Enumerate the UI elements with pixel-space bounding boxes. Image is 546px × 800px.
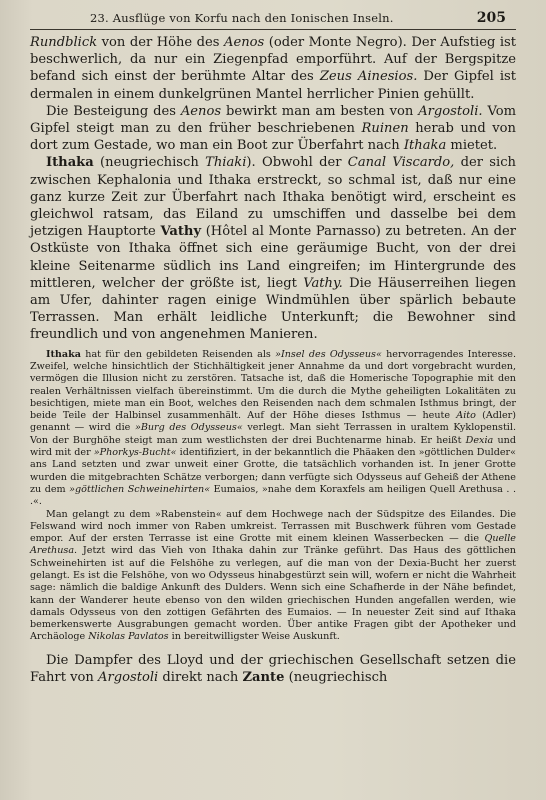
italic-text: »göttlichen Schweinehirten« bbox=[69, 483, 211, 495]
paragraph-insel-des-odysseus bbox=[30, 349, 516, 509]
italic-text: Dexia bbox=[465, 434, 494, 446]
text-run: von der Höhe des bbox=[97, 35, 225, 50]
italic-text: »Burg des Odysseus« bbox=[134, 422, 243, 434]
section-heading-ithaka: Ithaka bbox=[46, 155, 94, 171]
running-header bbox=[30, 10, 516, 30]
paragraph-rabenstein bbox=[30, 509, 516, 644]
text-run: ). Obwohl der bbox=[246, 155, 348, 171]
paragraph-rundblick bbox=[30, 34, 516, 103]
text-run: Man gelangt zu dem »Rabenstein« auf dem Hochwege nach der Südspitze des Eilandes. Die Felswand wird noch immer von Raben umkreist. Terrassen mit Buschwerk führen vom Gestade empor. Auf der ersten Terrasse ist eine Grotte mit einem kleinen Wasserbecken — die bbox=[30, 508, 516, 545]
bold-place-zante: Zante bbox=[242, 669, 285, 685]
text-run: Die Dampfer des Lloyd und der griechischen Gesellschaft setzen die Fahrt von bbox=[30, 652, 516, 685]
main-text-continued bbox=[30, 652, 516, 686]
italic-text: Aito bbox=[456, 410, 476, 422]
small-print-section bbox=[30, 349, 516, 644]
text-run: hervorragendes Interesse. Zweifel, welche hinsichtlich der Stichhältigkeit jener Annahme da und dort vorgebracht wurden, vermögen die Illusion nicht zu zerstören. Tatsache ist, daß die Homerische Topographie mit den realen Verhältnissen vielfach übereinstimmt. Um die durch die Mythe geheiligten Lokalitäten zu besichtigen, miete man ein Boot, welches den Reisenden nach dem schmalen Isthmus bringt, der beide Teile der Halbinsel zusammenhält. Auf der Höhe dieses Isthmus — heute bbox=[30, 348, 516, 422]
italic-text: Ruinen bbox=[361, 121, 409, 137]
text-run: herab und von dort zum Gestade, wo man ein Boot zur Überfahrt nach bbox=[30, 121, 516, 154]
paragraph-dampfer bbox=[30, 652, 516, 686]
paragraph-ithaka bbox=[30, 154, 516, 343]
main-text bbox=[30, 34, 516, 344]
italic-text: Zeus Ainesios. bbox=[319, 69, 418, 85]
italic-text: Vathy. bbox=[303, 275, 343, 291]
italic-text: Canal Viscardo, bbox=[347, 155, 455, 171]
text-run: Die Besteigung des bbox=[46, 103, 181, 119]
text-run: (neugriechisch bbox=[93, 155, 206, 171]
text-run: (oder Monte Negro). Der Aufstieg ist beschwerlich, da nur ein Ziegenpfad emporführt. Auf der Bergspitze befand sich einst der berühmte Altar des bbox=[30, 35, 516, 85]
italic-text: Ithaka bbox=[403, 138, 447, 154]
page-number: 205 bbox=[476, 10, 506, 26]
italic-text: Rundblick bbox=[30, 35, 98, 50]
text-run: (neugriechisch bbox=[284, 669, 388, 685]
text-run: direkt nach bbox=[158, 669, 243, 685]
italic-text: »Phorkys-Bucht« bbox=[93, 447, 177, 459]
text-run: Eumaios, »nahe dem Koraxfels am heiligen Quell Arethusa . . .«. bbox=[30, 483, 517, 508]
text-run: Jetzt wird das Vieh von Ithaka dahin zur Tränke geführt. Das Haus des göttlichen Schweinehirten ist auf die Felshöhe zu verlegen, auf die man von der Dexia-Bucht her zuerst gelangt. Es ist die Felshöhe, von wo Odysseus hinabgestürzt sein will, wofern er nicht die Wahrheit sage: nämlich die baldige Ankunft des Dulders. Wenn sich eine Schafherde in der Nähe befindet, kann der Wanderer heute ebenso von den wilden griechischen Hunden angefallen werden, wie damals Odysseus von den zottigen Gefährten des Eumaios. — In neuester Zeit sind auf Ithaka bemerkenswerte Ausgrabungen gemacht worden. Über antike Fragen gibt der Apotheker und Archäologe bbox=[30, 545, 516, 643]
italic-text: Quelle Arethusa. bbox=[30, 533, 516, 557]
text-run: (Adler) genannt — wird die bbox=[30, 410, 516, 434]
text-run: identifiziert, in der bekanntlich die Phäaken den »göttlichen Dulder« ans Land setzten und zwar unweit einer Grotte, die tatsächlich vorhanden ist. In jener Grotte wurden die mitgebrachten Schätze verborgen; dann verfügte sich Odysseus auf Geheiß der Athene zu dem bbox=[30, 447, 516, 495]
italic-text: Argostoli bbox=[98, 669, 159, 685]
italic-text: Thiaki bbox=[205, 155, 247, 171]
text-run: hat für den gebildeten Reisenden als bbox=[80, 348, 276, 360]
text-run: Die Häuserreihen liegen am Ufer, dahinter ragen einige Windmühlen über spärlich bebaute Terrassen. Man erhält leidliche Unterkunft; die Bewohner sind freundlich und von angenehmen Manieren. bbox=[30, 275, 516, 343]
text-run: und wird mit der bbox=[30, 434, 516, 459]
text-run: Vom Gipfel steigt man zu den früher beschriebenen bbox=[30, 103, 517, 137]
text-run: in bereitwilligster Weise Auskunft. bbox=[168, 631, 340, 643]
paragraph-besteigung bbox=[30, 103, 516, 155]
text-run: mietet. bbox=[446, 138, 498, 154]
text-run: Der Gipfel ist dermalen in einem dunkelgrünen Mantel herrlicher Pinien gehüllt. bbox=[30, 69, 516, 102]
bold-term-ithaka: Ithaka bbox=[46, 348, 81, 360]
text-run: bewirkt man am besten von bbox=[221, 103, 419, 119]
italic-text: Aenos bbox=[224, 35, 265, 50]
text-run: der sich zwischen Kephalonia und Ithaka erstreckt, so schmal ist, daß nur eine ganz kurze Zeit zur Überfahrt nach Ithaka benötigt wird, erscheint es gleichwol ratsam, das Eiland zu umschiffen und dasselbe bei dem jetzigen Hauptorte bbox=[30, 155, 516, 240]
italic-text: Nikolas Pavlatos bbox=[88, 631, 169, 643]
italic-text: »Insel des Odysseus« bbox=[275, 348, 382, 360]
italic-text: Argostoli. bbox=[418, 103, 483, 119]
text-run: (Hôtel al Monte Parnasso) zu betreten. An der Ostküste von Ithaka öffnet sich eine geräumige Bucht, von der drei kleine Seitenarme südlich ins Land eingreifen; im Hintergrunde des mittleren, welcher der größte ist, liegt bbox=[30, 224, 516, 291]
text-run: verlegt. Man sieht Terrassen in uraltem Kyklopenstil. Von der Burghöhe steigt man zum westlichsten der drei Buchtenarme hinab. Er heißt bbox=[30, 422, 516, 446]
italic-text: Aenos bbox=[180, 103, 222, 119]
running-title: 23. Ausflüge von Korfu nach den Ionischen Inseln. bbox=[90, 11, 394, 25]
bold-place-vathy: Vathy bbox=[160, 224, 202, 240]
